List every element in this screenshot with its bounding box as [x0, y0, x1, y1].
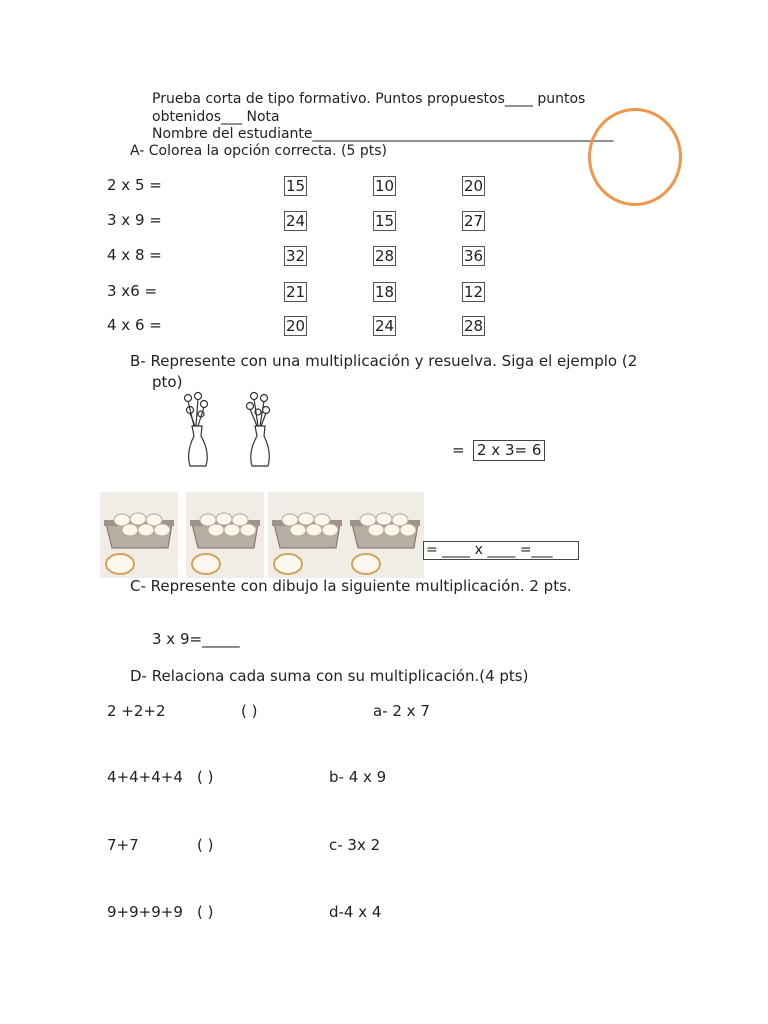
egg-carton-icon [186, 492, 264, 578]
row-expression: 2 x 5 = [107, 176, 162, 194]
multiplication-option: c- 3x 2 [329, 836, 381, 854]
sum-item: 9+9+9+9 [107, 903, 183, 921]
sum-item: 2 +2+2 [107, 702, 166, 720]
row-expression: 4 x 6 = [107, 316, 162, 334]
equals-sign: = [452, 441, 465, 459]
row-expression: 3 x 9 = [107, 211, 162, 229]
sum-item: 7+7 [107, 836, 139, 854]
option-box[interactable]: 24 [286, 212, 306, 230]
option-box[interactable]: 28 [375, 247, 395, 265]
multiplication-option: a- 2 x 7 [373, 702, 430, 720]
egg-carton-icon [346, 492, 424, 578]
section-b-title-cont: pto) [152, 373, 183, 391]
match-parens[interactable]: ( ) [197, 768, 214, 786]
row-expression: 4 x 8 = [107, 246, 162, 264]
student-name-line: Nombre del estudiante___________________________________________ [152, 126, 614, 142]
option-box[interactable]: 20 [464, 177, 484, 195]
header-line-1: Prueba corta de tipo formativo. Puntos propuestos____ puntos [152, 91, 586, 107]
sum-item: 4+4+4+4 [107, 768, 183, 786]
section-c-expression: 3 x 9=_____ [152, 630, 240, 648]
vase-icon-2 [247, 393, 270, 467]
option-box[interactable]: 21 [286, 283, 306, 301]
option-box[interactable]: 36 [464, 247, 484, 265]
match-parens[interactable]: ( ) [197, 836, 214, 854]
option-box[interactable]: 32 [286, 247, 306, 265]
vase-icon-1 [185, 393, 208, 467]
multiplication-option: d-4 x 4 [329, 903, 382, 921]
option-box[interactable]: 12 [464, 283, 484, 301]
flower-vase-icons [166, 388, 286, 472]
example-answer-box: 2 x 3= 6 [473, 440, 545, 461]
option-box[interactable]: 24 [375, 317, 395, 335]
multiplication-option: b- 4 x 9 [329, 768, 387, 786]
egg-carton-icon [100, 492, 178, 578]
option-box[interactable]: 10 [375, 177, 395, 195]
grade-circle [588, 108, 682, 206]
section-d-title: D- Relaciona cada suma con su multiplicación.(4 pts) [130, 667, 529, 685]
option-box[interactable]: 18 [375, 283, 395, 301]
header-line-2: obtenidos___ Nota [152, 109, 280, 125]
match-parens[interactable]: ( ) [241, 702, 258, 720]
option-box[interactable]: 20 [286, 317, 306, 335]
option-box[interactable]: 28 [464, 317, 484, 335]
section-c-title: C- Represente con dibujo la siguiente multiplicación. 2 pts. [130, 577, 572, 595]
section-a-title: A- Colorea la opción correcta. (5 pts) [130, 143, 387, 159]
carton-answer-field[interactable]: = ____ x ____ =___ [423, 541, 579, 560]
option-box[interactable]: 15 [375, 212, 395, 230]
match-parens[interactable]: ( ) [197, 903, 214, 921]
egg-carton-icon [268, 492, 346, 578]
option-box[interactable]: 27 [464, 212, 484, 230]
egg-carton-icons [100, 492, 425, 580]
section-b-title: B- Represente con una multiplicación y resuelva. Siga el ejemplo (2 [130, 352, 638, 370]
row-expression: 3 x6 = [107, 282, 158, 300]
option-box[interactable]: 15 [286, 177, 306, 195]
